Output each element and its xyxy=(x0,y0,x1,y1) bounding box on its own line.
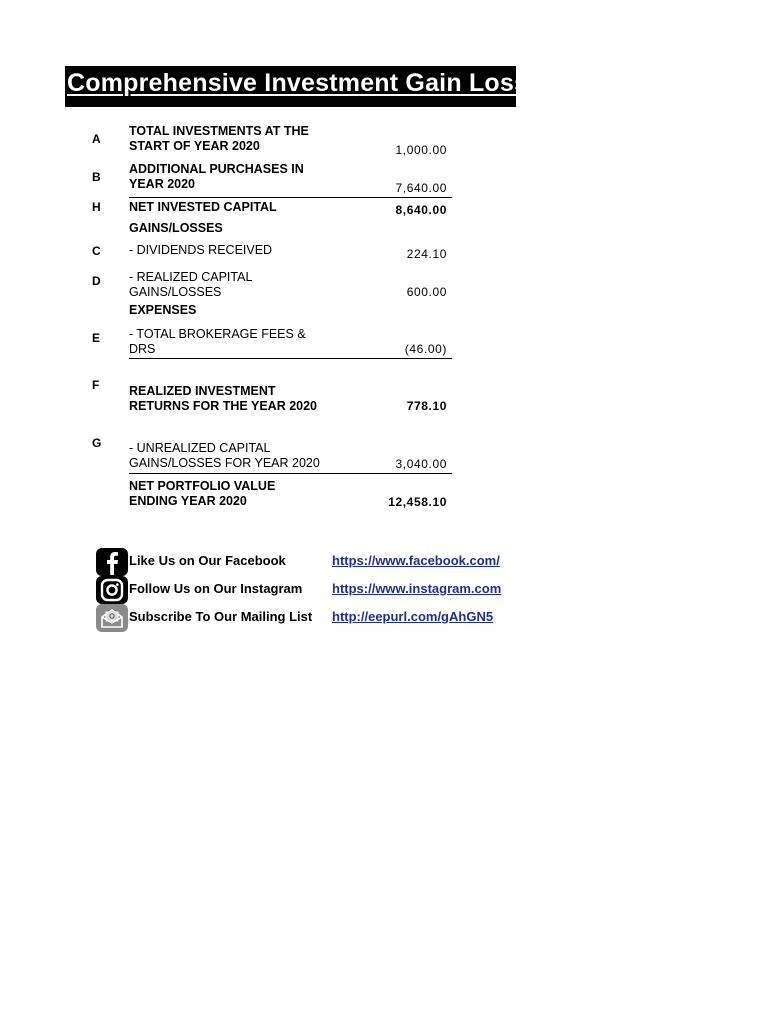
subtotal-rule xyxy=(129,197,452,198)
row-amount: (46.00) xyxy=(404,342,447,356)
row-label: REALIZED INVESTMENT RETURNS FOR THE YEAR 2020 xyxy=(129,384,318,413)
instagram-icon[interactable] xyxy=(96,576,128,604)
row-amount: 3,040.00 xyxy=(395,457,447,471)
social-label: Follow Us on Our Instagram xyxy=(129,581,303,596)
row-amount: 778.10 xyxy=(406,399,447,413)
row-letter: C xyxy=(92,244,101,258)
row-amount: 1,000.00 xyxy=(395,143,447,157)
row-label: NET INVESTED CAPITAL xyxy=(129,200,277,214)
row-label: NET PORTFOLIO VALUE ENDING YEAR 2020 xyxy=(129,479,276,508)
social-label: Like Us on Our Facebook xyxy=(129,553,286,568)
social-label: Subscribe To Our Mailing List xyxy=(129,609,313,624)
row-label: - UNREALIZED CAPITAL GAINS/LOSSES FOR YEAR 2020 xyxy=(129,441,320,470)
row-label: - REALIZED CAPITAL GAINS/LOSSES xyxy=(129,270,252,299)
row-letter: G xyxy=(92,436,102,450)
row-letter: D xyxy=(92,274,101,288)
subtotal-rule xyxy=(129,358,452,359)
row-label: ADDITIONAL PURCHASES IN YEAR 2020 xyxy=(129,162,304,191)
row-amount: 224.10 xyxy=(406,247,447,261)
row-amount: 7,640.00 xyxy=(395,181,447,195)
row-letter: B xyxy=(92,170,101,184)
row-amount: 12,458.10 xyxy=(388,495,447,509)
section-heading: EXPENSES xyxy=(129,303,197,317)
subtotal-rule xyxy=(129,473,452,474)
row-amount: 8,640.00 xyxy=(395,203,447,217)
mailing-list-link[interactable]: http://eepurl.com/gAhGN5 xyxy=(332,609,494,624)
row-letter: F xyxy=(92,378,100,392)
mail-icon[interactable] xyxy=(96,604,128,632)
row-label: - TOTAL BROKERAGE FEES & DRS xyxy=(129,327,306,356)
section-heading: GAINS/LOSSES xyxy=(129,221,223,235)
facebook-icon[interactable] xyxy=(96,548,128,576)
row-label: - DIVIDENDS RECEIVED xyxy=(129,243,273,257)
title-bar xyxy=(65,66,658,107)
row-amount: 600.00 xyxy=(406,285,447,299)
instagram-link[interactable]: https://www.instagram.com xyxy=(332,581,502,596)
row-letter: A xyxy=(92,132,101,146)
page-title: Comprehensive Investment Gain Loss Statement xyxy=(67,69,658,97)
row-label: TOTAL INVESTMENTS AT THE START OF YEAR 2020 xyxy=(129,124,309,153)
facebook-link[interactable]: https://www.facebook.com/ xyxy=(332,553,500,568)
row-letter: E xyxy=(92,331,101,345)
row-letter: H xyxy=(92,200,101,214)
